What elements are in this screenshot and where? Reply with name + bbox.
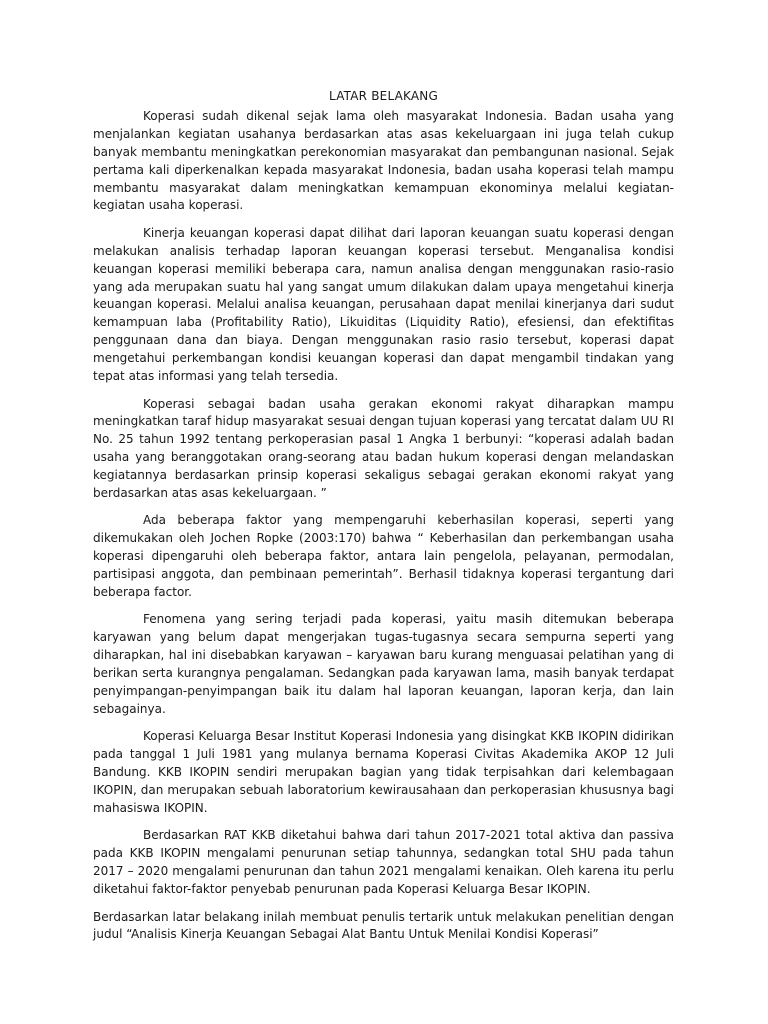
document-title: LATAR BELAKANG bbox=[329, 89, 438, 103]
paragraph-6: Koperasi Keluarga Besar Institut Koperasi Indonesia yang disingkat KKB IKOPIN didirikan pada tanggal 1 Juli 1981 yang mulanya bernama Koperasi Civitas Akademika AKOP 12 Juli Bandung. KKB IKOPIN sendiri merupakan bagian yang tidak terpisahkan dari kelembagaan IKOPIN, dan merupakan sebuah laboratorium kewirausahaan dan perkoperasian khususnya bagi mahasiswa IKOPIN. bbox=[93, 729, 674, 816]
paragraph-2: Kinerja keuangan koperasi dapat dilihat dari laporan keuangan suatu koperasi dengan melakukan analisis terhadap laporan keuangan koperasi tersebut. Menganalisa kondisi keuangan koperasi memiliki beberapa cara, namun analisa dengan menggunakan rasio-rasio yang ada merupakan suatu hal yang sangat umum dilakukan dalam upaya mengetahui kinerja keuangan koperasi. Melalui analisa keuangan, perusahaan dapat menilai kinerjanya dari sudut kemampuan laba (Profitability Ratio), Likuiditas (Liquidity Ratio), efesiensi, dan efektifitas penggunaan dana dan biaya. Dengan menggunakan rasio rasio tersebut, koperasi dapat mengetahui perkembangan kondisi keuangan koperasi dan dapat mengambil tindakan yang tepat atas informasi yang telah tersedia. bbox=[93, 225, 674, 384]
paragraph-1: Koperasi sudah dikenal sejak lama oleh masyarakat Indonesia. Badan usaha yang menjalankan kegiatan usahanya berdasarkan atas asas kekeluargaan ini juga telah cukup banyak membantu meningkatkan perekonomian masyarakat dan pembangunan nasional. Sejak pertama kali diperkenalkan kepada masyarakat Indonesia, badan usaha koperasi telah mampu membantu masyarakat dalam meningkatkan kemampuan ekonominya melalui kegiatan-kegiatan usaha koperasi. bbox=[93, 108, 674, 213]
paragraph-5: Fenomena yang sering terjadi pada koperasi, yaitu masih ditemukan beberapa karyawan yang belum dapat mengerjakan tugas-tugasnya secara sempurna seperti yang diharapkan, hal ini disebabkan karyawan – karyawan baru kurang menguasai pelatihan yang di berikan serta kurangnya pengalaman. Sedangkan pada karyawan lama, masih banyak terdapat penyimpangan-penyimpangan baik itu dalam hal laporan keuangan, laporan kerja, dan lain sebagainya. bbox=[93, 612, 674, 716]
document-page bbox=[93, 88, 674, 954]
paragraph-3: Koperasi sebagai badan usaha gerakan ekonomi rakyat diharapkan mampu meningkatkan taraf hidup masyarakat sesuai dengan tujuan koperasi yang tercatat dalam UU RI No. 25 tahun 1992 tentang perkoperasian pasal 1 Angka 1 berbunyi: “koperasi adalah badan usaha yang beranggotakan orang-seorang atau badan hukum koperasi dengan melandaskan kegiatannya berdasarkan prinsip koperasi sekaligus sebagai gerakan ekonomi rakyat yang berdasarkan atas asas kekeluargaan. ” bbox=[93, 396, 674, 501]
closing-paragraph: Berdasarkan latar belakang inilah membuat penulis tertarik untuk melakukan penelitian dengan judul “Analisis Kinerja Keuangan Sebagai Alat Bantu Untuk Menilai Kondisi Koperasi” bbox=[93, 909, 674, 942]
paragraph-4: Ada beberapa faktor yang mempengaruhi keberhasilan koperasi, seperti yang dikemukakan oleh Jochen Ropke (2003:170) bahwa “ Keberhasilan dan perkembangan usaha koperasi dipengaruhi oleh beberapa faktor, antara lain pengelola, pelayanan, permodalan, partisipasi anggota, dan pembinaan pemerintah”. Berhasil tidaknya koperasi tergantung dari beberapa factor. bbox=[93, 513, 674, 600]
paragraph-7: Berdasarkan RAT KKB diketahui bahwa dari tahun 2017-2021 total aktiva dan passiva pada KKB IKOPIN mengalami penurunan setiap tahunnya, sedangkan total SHU pada tahun 2017 – 2020 mengalami penurunan dan tahun 2021 mengalami kenaikan. Oleh karena itu perlu diketahui faktor-faktor penyebab penurunan pada Koperasi Keluarga Besar IKOPIN. bbox=[93, 828, 674, 897]
